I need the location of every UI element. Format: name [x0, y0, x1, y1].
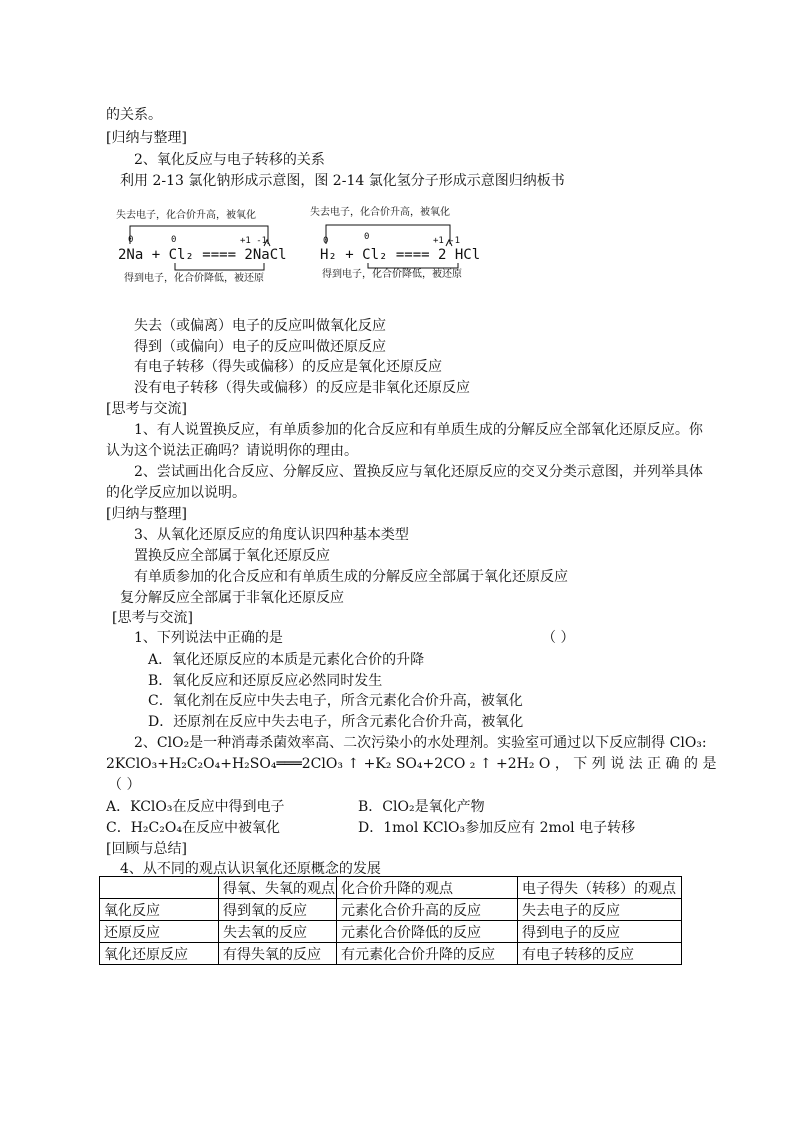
eq1-ox-na: 0	[128, 235, 134, 245]
section-heading: [归纳与整理]	[106, 506, 187, 522]
text-line: 认为这个说法正确吗？请说明你的理由。	[106, 443, 358, 459]
eq2-top-label: 失去电子，化合价升高，被氧化	[310, 207, 450, 218]
text-line: 的化学反应加以说明。	[106, 485, 246, 501]
option-d: D．1mol KClO₃参加反应有 2mol 电子转移	[358, 820, 636, 836]
option-d: D．还原剂在反应中失去电子，所含元素化合价升高，被氧化	[148, 714, 524, 730]
eq2-reduction-bracket	[368, 263, 458, 268]
table-cell: 失去电子的反应	[518, 899, 682, 921]
section-heading: [归纳与整理]	[106, 130, 187, 146]
eq2-oxidation-bracket	[326, 225, 450, 244]
table-row	[100, 943, 682, 965]
text-line: 没有电子转移（得失或偏移）的反应是非氧化还原反应	[134, 380, 470, 396]
table-cell: 元素化合价降低的反应	[337, 921, 518, 943]
answer-blank: （ ）	[542, 630, 575, 646]
option-b: B．氧化反应和还原反应必然同时发生	[148, 673, 383, 689]
table-cell: 氧化反应	[100, 899, 219, 921]
text-line: 有电子转移（得失或偏移）的反应是氧化还原反应	[134, 359, 442, 375]
table-header-row	[100, 877, 682, 899]
option-c: C．H₂C₂O₄在反应中被氧化	[106, 820, 280, 836]
eq1-oxidation-bracket	[130, 226, 268, 244]
eq1-bottom-label: 得到电子，化合价降低，被还原	[124, 273, 264, 284]
table-cell: 电子得失（转移）的观点	[518, 877, 682, 899]
table-cell: 得到电子的反应	[518, 921, 682, 943]
answer-blank: （ ）	[108, 777, 141, 793]
option-a: A．KClO₃在反应中得到电子	[106, 799, 285, 815]
eq1-formula: 2Na + Cl₂ ==== 2NaCl	[118, 247, 287, 263]
eq2-bottom-label: 得到电子，化合价降低，被还原	[322, 269, 462, 280]
table-row	[100, 899, 682, 921]
eq1-ox-cl: 0	[171, 235, 177, 245]
option-b: B．ClO₂是氧化产物	[358, 799, 485, 815]
question-1: 1、下列说法中正确的是	[134, 630, 283, 646]
eq2-ox-cl: 0	[364, 232, 370, 242]
eq2-arrowhead	[446, 240, 452, 246]
table-cell: 氧化还原反应	[100, 943, 219, 965]
table-row	[100, 921, 682, 943]
option-a: A．氧化还原反应的本质是元素化合价的升降	[148, 652, 425, 668]
eq2-formula: H₂ + Cl₂ ==== 2 HCl	[320, 247, 481, 263]
eq1-arrowhead	[264, 240, 270, 246]
text-line: 4、从不同的观点认识氧化还原概念的发展	[120, 861, 381, 877]
concept-table	[99, 876, 682, 965]
option-c: C．氧化剂在反应中失去电子，所含元素化合价升高，被氧化	[148, 693, 523, 709]
eq2-ox-right: +1 -1	[433, 236, 461, 246]
eq2-ox-h: 0	[323, 236, 329, 246]
section-heading: [回顾与总结]	[106, 841, 187, 857]
text-line: 2、尝试画出化合反应、分解反应、置换反应与氧化还原反应的交叉分类示意图，并列举具体	[134, 464, 703, 480]
text-line: 置换反应全部属于氧化还原反应	[134, 548, 330, 564]
table-cell	[100, 877, 219, 899]
section-heading: [思考与交流]	[106, 401, 187, 417]
table-cell: 化合价升降的观点	[337, 877, 518, 899]
table-cell: 还原反应	[100, 921, 219, 943]
text-line: 有单质参加的化合反应和有单质生成的分解反应全部属于氧化还原反应	[134, 569, 568, 585]
text-line: 2、氧化反应与电子转移的关系	[134, 152, 325, 168]
table-cell: 失去氧的反应	[219, 921, 337, 943]
question-2: 2、ClO₂是一种消毒杀菌效率高、二次污染小的水处理剂。实验室可通过以下反应制得 ClO₃:	[134, 735, 707, 751]
text-line: 失去（或偏离）电子的反应叫做氧化反应	[134, 318, 386, 334]
table-cell: 有电子转移的反应	[518, 943, 682, 965]
table-cell: 得氧、失氧的观点	[219, 877, 337, 899]
table-cell: 元素化合价升高的反应	[337, 899, 518, 921]
text-line: 利用 2-13 氯化钠形成示意图，图 2-14 氯化氢分子形成示意图归纳板书	[120, 173, 565, 189]
question-2-equation: 2KClO₃+H₂C₂O₄+H₂SO₄═══2ClO₃ ↑ +K₂ SO₄+2CO ₂ ↑ +2H₂ O ， 下 列 说 法 正 确 的 是	[106, 756, 717, 772]
text-line: 的关系。	[106, 107, 162, 123]
text-line: 3、从氧化还原反应的角度认识四种基本类型	[134, 527, 409, 543]
eq1-ox-right: +1 -1	[240, 236, 268, 246]
section-heading: [思考与交流]	[112, 610, 193, 626]
table-cell: 有得失氧的反应	[219, 943, 337, 965]
eq1-reduction-bracket	[175, 263, 264, 270]
table-cell: 有元素化合价升降的反应	[337, 943, 518, 965]
eq1-top-label: 失去电子，化合价升高，被氧化	[116, 210, 256, 221]
text-line: 复分解反应全部属于非氧化还原反应	[120, 590, 344, 606]
table-cell: 得到氧的反应	[219, 899, 337, 921]
text-line: 1、有人说置换反应，有单质参加的化合反应和有单质生成的分解反应全部氧化还原反应。你	[134, 422, 703, 438]
text-line: 得到（或偏向）电子的反应叫做还原反应	[134, 339, 386, 355]
